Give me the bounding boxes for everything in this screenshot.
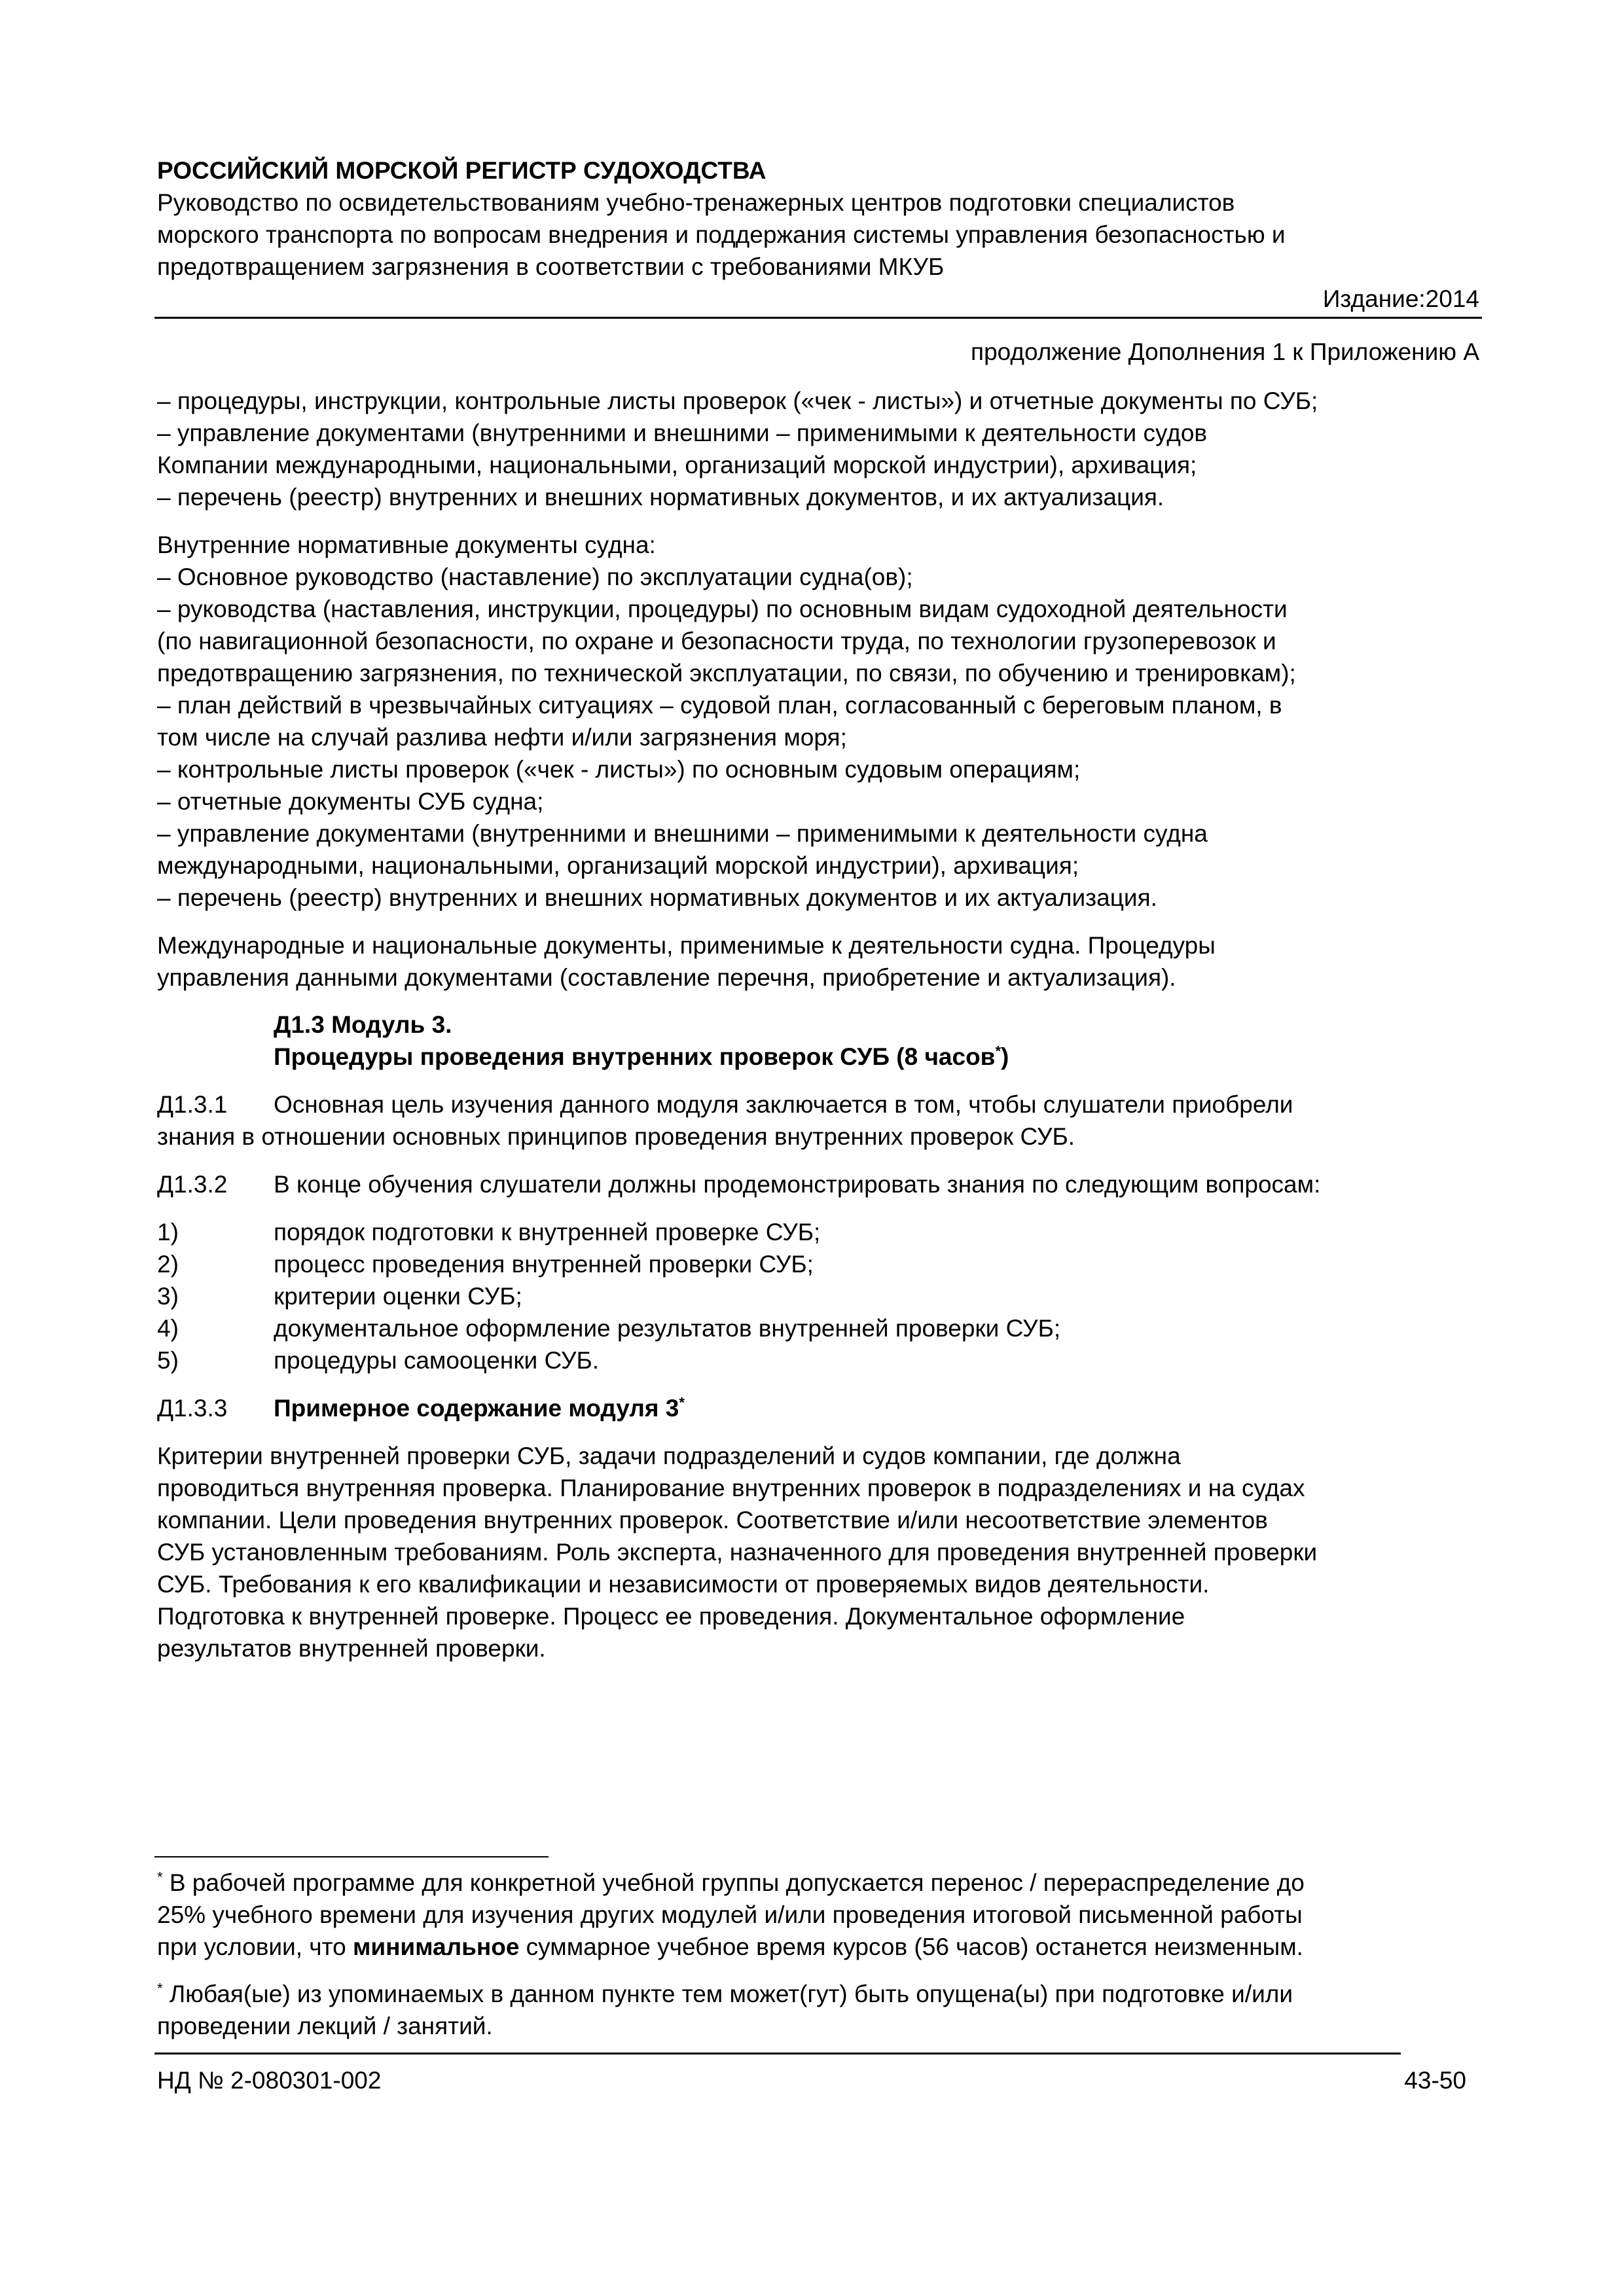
list-item-number-1: 1) (157, 1219, 179, 1246)
block4-line-3: компании. Цели проведения внутренних проверок. Соответствие и/или несоответствие элементов (157, 1507, 1268, 1534)
section-number-d132: Д1.3.2 (157, 1171, 228, 1198)
block4-line-7: результатов внутренней проверки. (157, 1635, 546, 1662)
footnote-1-line-3-post: суммарное учебное время курсов (56 часов) останется неизменным. (519, 1933, 1303, 1960)
section-d132-line-1: В конце обучения слушатели должны продемонстрировать знания по следующим вопросам: (274, 1171, 1321, 1198)
footer-doc-number: НД № 2-080301-002 (157, 2067, 382, 2094)
list-item-text-2: процесс проведения внутренней проверки СУБ; (274, 1251, 814, 1278)
block2-line-2: – Основное руководство (наставление) по эксплуатации судна(ов); (157, 564, 913, 590)
header-subtitle-line-1: Руководство по освидетельствованиям учебно-тренажерных центров подготовки специалистов (157, 189, 1235, 216)
footnote-2-line-1-text: Любая(ые) из упоминаемых в данном пункте тем может(гут) быть опущена(ы) при подготовке и/или (162, 1981, 1293, 2007)
list-item-text-1: порядок подготовки к внутренней проверке СУБ; (274, 1219, 821, 1246)
footnote-separator (154, 1856, 549, 1857)
block2-line-12: – перечень (реестр) внутренних и внешних нормативных документов и их актуализация. (157, 884, 1157, 911)
footnote-1-line-3-pre: при условии, что (157, 1933, 353, 1960)
section-d133-title-text: Примерное содержание модуля 3 (274, 1395, 679, 1422)
list-item-text-5: процедуры самооценки СУБ. (274, 1347, 600, 1374)
block2-line-9: – отчетные документы СУБ судна; (157, 788, 544, 815)
list-item-number-5: 5) (157, 1347, 179, 1374)
list-item-number-2: 2) (157, 1251, 179, 1278)
block4-line-6: Подготовка к внутренней проверке. Процесс ее проведения. Документальное оформление (157, 1603, 1185, 1630)
section-number-d133: Д1.3.3 (157, 1395, 228, 1422)
header-subtitle-line-3: предотвращением загрязнения в соответствии с требованиями МКУБ (157, 253, 945, 280)
list-item-text-3: критерии оценки СУБ; (274, 1283, 522, 1310)
block2-line-6: – план действий в чрезвычайных ситуациях – судовой план, согласованный с береговым планом, в (157, 692, 1282, 719)
module-heading-line-1: Д1.3 Модуль 3. (274, 1011, 452, 1038)
block4-line-2: проводиться внутренняя проверка. Планирование внутренних проверок в подразделениях и на судах (157, 1475, 1305, 1501)
block3-line-1: Международные и национальные документы, применимые к деятельности судна. Процедуры (157, 932, 1216, 959)
section-d133-footnote-mark: * (679, 1394, 685, 1411)
block4-line-1: Критерии внутренней проверки СУБ, задачи подразделений и судов компании, где должна (157, 1443, 1181, 1469)
header-subtitle-line-2: морского транспорта по вопросам внедрения и поддержания системы управления безопасностью и (157, 221, 1286, 248)
section-d131-line-1: Основная цель изучения данного модуля заключается в том, чтобы слушатели приобрели (274, 1091, 1293, 1118)
list-item-number-4: 4) (157, 1315, 179, 1342)
block3-line-2: управления данными документами (составление перечня, приобретение и актуализация). (157, 964, 1176, 991)
block1-line-3: Компании международными, национальными, организаций морской индустрии), архивация; (157, 452, 1197, 478)
block2-line-11: международными, национальными, организаций морской индустрии), архивация; (157, 852, 1079, 879)
footnote-1-line-1 (157, 1867, 1305, 1899)
block4-line-5: СУБ. Требования к его квалификации и независимости от проверяемых видов деятельности. (157, 1571, 1210, 1598)
module-heading-footnote-mark: * (995, 1043, 1001, 1060)
block4-line-4: СУБ установленным требованиям. Роль эксперта, назначенного для проведения внутренней проверки (157, 1539, 1318, 1566)
block2-line-3: – руководства (наставления, инструкции, процедуры) по основным видам судоходной деятельности (157, 596, 1288, 622)
section-number-d131: Д1.3.1 (157, 1091, 228, 1118)
block2-line-1: Внутренние нормативные документы судна: (157, 531, 656, 558)
header-org: РОССИЙСКИЙ МОРСКОЙ РЕГИСТР СУДОХОДСТВА (157, 157, 767, 184)
footnote-1-mark: * (157, 1869, 163, 1886)
module-heading-line-2 (274, 1041, 1009, 1073)
footer-page-number: 43-50 (1404, 2067, 1466, 2094)
header-edition: Издание:2014 (1322, 285, 1479, 312)
footer-rule (154, 2053, 1401, 2054)
block1-line-4: – перечень (реестр) внутренних и внешних нормативных документов, и их актуализация. (157, 484, 1164, 511)
block2-line-4: (по навигационной безопасности, по охране и безопасности труда, по технологии грузоперевозок и (157, 628, 1276, 655)
module-heading-close: ) (1001, 1043, 1009, 1070)
footnote-1-line-1-text: В рабочей программе для конкретной учебной группы допускается перенос / перераспределение до (162, 1869, 1305, 1896)
header-rule (154, 317, 1482, 319)
footnote-2-line-1 (157, 1978, 1293, 2010)
module-heading-text: Процедуры проведения внутренних проверок СУБ (8 часов (274, 1043, 996, 1070)
block2-line-5: предотвращению загрязнения, по технической эксплуатации, по связи, по обучению и тренировкам); (157, 660, 1296, 687)
footnote-2-line-2: проведении лекций / занятий. (157, 2013, 493, 2039)
footnote-2-mark: * (157, 1980, 163, 1997)
footnote-1-line-2: 25% учебного времени для изучения других модулей и/или проведения итоговой письменной работы (157, 1901, 1303, 1928)
list-item-number-3: 3) (157, 1283, 179, 1310)
block1-line-1: – процедуры, инструкции, контрольные листы проверок («чек - листы») и отчетные документы по СУБ; (157, 387, 1318, 414)
block2-line-7: том числе на случай разлива нефти и/или загрязнения моря; (157, 724, 847, 751)
section-d131-line-2: знания в отношении основных принципов проведения внутренних проверок СУБ. (157, 1123, 1075, 1150)
footnote-1-line-3-bold: минимальное (352, 1933, 520, 1960)
list-item-text-4: документальное оформление результатов внутренней проверки СУБ; (274, 1315, 1061, 1342)
footnote-1-line-3 (157, 1931, 1303, 1963)
section-d133-title (274, 1392, 685, 1424)
block2-line-10: – управление документами (внутренними и внешними – применимыми к деятельности судна (157, 820, 1208, 847)
continuation-label: продолжение Дополнения 1 к Приложению А (971, 338, 1479, 365)
block1-line-2: – управление документами (внутренними и внешними – применимыми к деятельности судов (157, 420, 1208, 446)
block2-line-8: – контрольные листы проверок («чек - листы») по основным судовым операциям; (157, 756, 1081, 783)
